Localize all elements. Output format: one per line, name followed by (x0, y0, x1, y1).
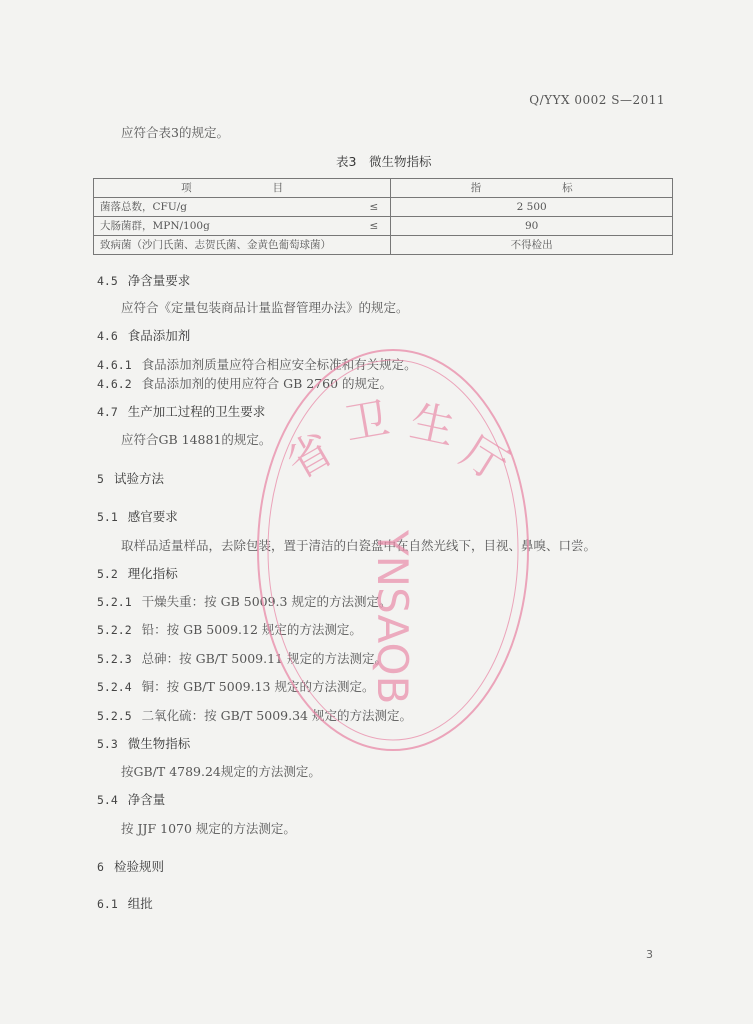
svg-text:卫: 卫 (341, 392, 394, 451)
section-5-2-4: 5.2.4 铜：按 GB/T 5009.13 规定的方法测定。 (97, 679, 375, 694)
svg-text:厅: 厅 (452, 426, 517, 493)
row-op: ≤ (369, 220, 379, 232)
section-5-2-heading: 5.2 理化指标 (97, 566, 178, 581)
section-4-6-2: 4.6.2 食品添加剂的使用应符合 GB 2760 的规定。 (97, 376, 393, 391)
section-5-heading: 5 试验方法 (97, 471, 164, 486)
svg-text:省: 省 (278, 423, 342, 490)
row-value: 不得检出 (391, 236, 673, 255)
section-4-5-text: 应符合《定量包装商品计量监督管理办法》的规定。 (121, 300, 409, 315)
svg-text:YNSAQB: YNSAQB (368, 530, 417, 705)
section-5-1-heading: 5.1 感官要求 (97, 509, 178, 524)
section-6-heading: 6 检验规则 (97, 859, 164, 874)
table-title: 表3 微生物指标 (336, 154, 432, 169)
row-op: ≤ (369, 201, 379, 213)
section-4-6-1: 4.6.1 食品添加剂质量应符合相应安全标准和有关规定。 (97, 357, 417, 372)
section-4-7-heading: 4.7 生产加工过程的卫生要求 (97, 404, 266, 419)
table-header-row (94, 179, 673, 198)
section-4-6-heading: 4.6 食品添加剂 (97, 328, 191, 343)
table-row (94, 217, 673, 236)
header-item: 项 目 (94, 179, 391, 198)
standard-code: Q/YYX 0002 S—2011 (529, 93, 665, 107)
section-5-3-text: 按GB/T 4789.24规定的方法测定。 (121, 764, 321, 779)
row-value: 2 500 (391, 198, 673, 217)
section-5-1-text: 取样品适量样品，去除包装，置于清洁的白瓷盘中在自然光线下，目视、鼻嗅、口尝。 (121, 538, 597, 553)
row-value: 90 (391, 217, 673, 236)
row-item: 菌落总数，CFU/g (100, 201, 187, 213)
section-5-2-1: 5.2.1 干燥失重：按 GB 5009.3 规定的方法测定。 (97, 594, 392, 609)
section-4-5-heading: 4.5 净含量要求 (97, 273, 191, 288)
microbial-table (93, 178, 673, 255)
section-5-4-heading: 5.4 净含量 (97, 792, 166, 807)
intro-text: 应符合表3的规定。 (121, 125, 229, 140)
table-row (94, 236, 673, 255)
section-5-2-2: 5.2.2 铅：按 GB 5009.12 规定的方法测定。 (97, 622, 362, 637)
section-5-4-text: 按 JJF 1070 规定的方法测定。 (121, 821, 296, 836)
section-4-7-text: 应符合GB 14881的规定。 (121, 432, 272, 447)
row-item: 大肠菌群，MPN/100g (100, 220, 210, 232)
table-row (94, 198, 673, 217)
page-number: 3 (646, 948, 653, 961)
row-item: 致病菌（沙门氏菌、志贺氏菌、金黄色葡萄球菌） (100, 239, 331, 251)
svg-text:生: 生 (405, 395, 460, 455)
section-5-2-3: 5.2.3 总砷：按 GB/T 5009.11 规定的方法测定。 (97, 651, 387, 666)
section-5-3-heading: 5.3 微生物指标 (97, 736, 191, 751)
header-value: 指 标 (391, 179, 673, 198)
section-6-1-heading: 6.1 组批 (97, 896, 153, 911)
section-5-2-5: 5.2.5 二氧化硫：按 GB/T 5009.34 规定的方法测定。 (97, 708, 412, 723)
